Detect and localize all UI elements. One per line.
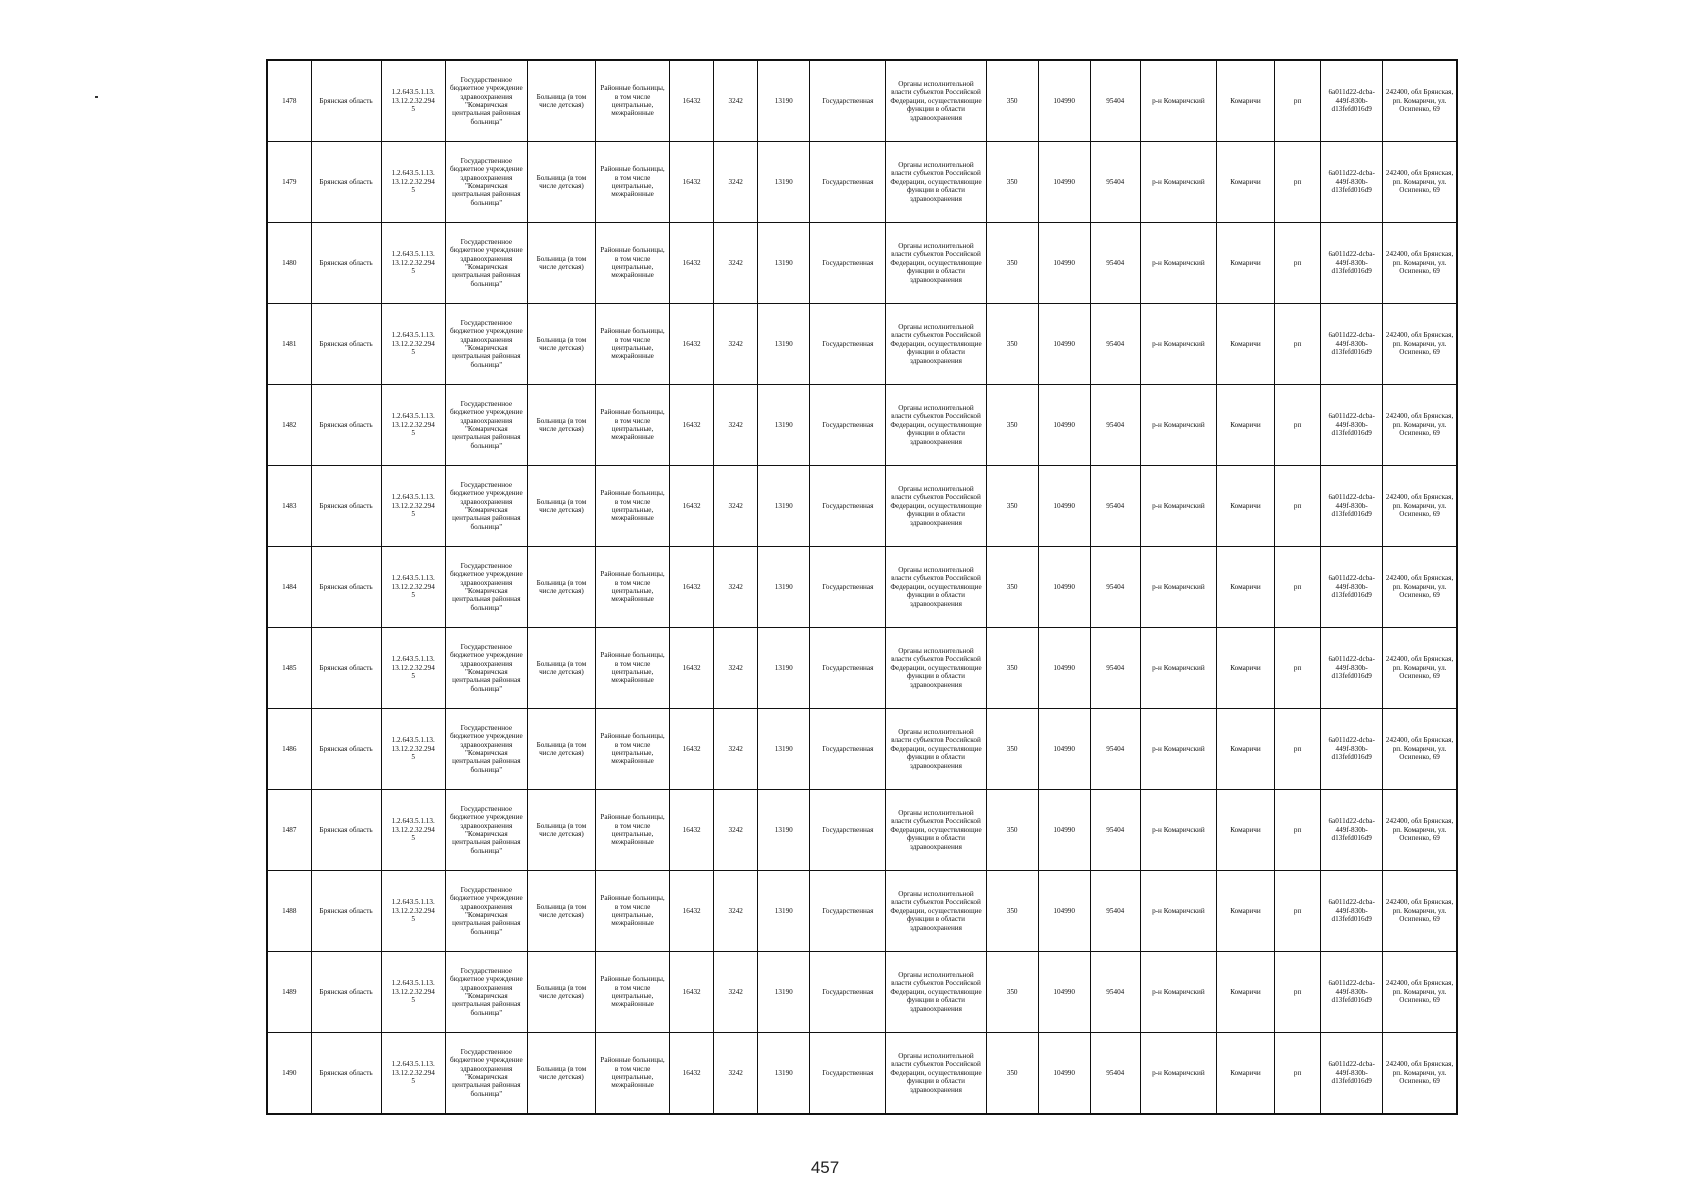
district-cell: р-н Комаричский <box>1140 871 1216 952</box>
num1-cell: 16432 <box>670 628 714 709</box>
num4-cell: 350 <box>986 1033 1038 1115</box>
settlement-type-cell: рп <box>1275 790 1321 871</box>
num5-cell: 104990 <box>1038 466 1090 547</box>
address-cell: 242400, обл Брянская, рп. Комаричи, ул. Осипенко, 69 <box>1383 952 1457 1033</box>
code-cell: 1.2.643.5.1.13. 13.12.2.32.294 5 <box>381 790 445 871</box>
address-cell: 242400, обл Брянская, рп. Комаричи, ул. Осипенко, 69 <box>1383 1033 1457 1115</box>
id-cell: 1482 <box>267 385 311 466</box>
num1-cell: 16432 <box>670 466 714 547</box>
guid-cell: 6a011d22-dcba- 449f-830b- d13fefd016d9 <box>1321 709 1383 790</box>
table-row <box>267 628 1457 709</box>
district-cell: р-н Комаричский <box>1140 628 1216 709</box>
num4-cell: 350 <box>986 304 1038 385</box>
num4-cell: 350 <box>986 871 1038 952</box>
table-row <box>267 709 1457 790</box>
table-row <box>267 385 1457 466</box>
settlement-type-cell: рп <box>1275 952 1321 1033</box>
district-cell: р-н Комаричский <box>1140 304 1216 385</box>
num3-cell: 13190 <box>758 223 810 304</box>
guid-cell: 6a011d22-dcba- 449f-830b- d13fefd016d9 <box>1321 60 1383 142</box>
code-cell: 1.2.643.5.1.13. 13.12.2.32.294 5 <box>381 952 445 1033</box>
district-cell: р-н Комаричский <box>1140 142 1216 223</box>
authority-cell: Органы исполнительной власти субъектов Российской Федерации, осуществляющие функции в области здравоохранения <box>886 628 986 709</box>
subtype-cell: Районные больницы, в том числе центральные, межрайонные <box>596 547 670 628</box>
num3-cell: 13190 <box>758 466 810 547</box>
settlement-cell: Комаричи <box>1216 871 1274 952</box>
region-cell: Брянская область <box>311 466 381 547</box>
num1-cell: 16432 <box>670 709 714 790</box>
num2-cell: 3242 <box>714 60 758 142</box>
authority-cell: Органы исполнительной власти субъектов Российской Федерации, осуществляющие функции в области здравоохранения <box>886 466 986 547</box>
institution-cell: Государственное бюджетное учреждение здравоохранения "Комаричская центральная районная больница" <box>445 952 527 1033</box>
code-cell: 1.2.643.5.1.13. 13.12.2.32.294 5 <box>381 142 445 223</box>
type-cell: Больница (в том числе детская) <box>527 142 595 223</box>
address-cell: 242400, обл Брянская, рп. Комаричи, ул. Осипенко, 69 <box>1383 385 1457 466</box>
table-row <box>267 790 1457 871</box>
authority-cell: Органы исполнительной власти субъектов Российской Федерации, осуществляющие функции в области здравоохранения <box>886 547 986 628</box>
num6-cell: 95404 <box>1090 385 1140 466</box>
subtype-cell: Районные больницы, в том числе центральные, межрайонные <box>596 142 670 223</box>
guid-cell: 6a011d22-dcba- 449f-830b- d13fefd016d9 <box>1321 628 1383 709</box>
settlement-cell: Комаричи <box>1216 628 1274 709</box>
num4-cell: 350 <box>986 709 1038 790</box>
id-cell: 1481 <box>267 304 311 385</box>
address-cell: 242400, обл Брянская, рп. Комаричи, ул. Осипенко, 69 <box>1383 547 1457 628</box>
district-cell: р-н Комаричский <box>1140 466 1216 547</box>
region-cell: Брянская область <box>311 871 381 952</box>
institution-cell: Государственное бюджетное учреждение здравоохранения "Комаричская центральная районная больница" <box>445 466 527 547</box>
num5-cell: 104990 <box>1038 790 1090 871</box>
ownership-cell: Государственная <box>810 871 886 952</box>
authority-cell: Органы исполнительной власти субъектов Российской Федерации, осуществляющие функции в области здравоохранения <box>886 1033 986 1115</box>
settlement-cell: Комаричи <box>1216 709 1274 790</box>
settlement-cell: Комаричи <box>1216 790 1274 871</box>
num4-cell: 350 <box>986 547 1038 628</box>
guid-cell: 6a011d22-dcba- 449f-830b- d13fefd016d9 <box>1321 1033 1383 1115</box>
num3-cell: 13190 <box>758 790 810 871</box>
id-cell: 1490 <box>267 1033 311 1115</box>
region-cell: Брянская область <box>311 304 381 385</box>
num3-cell: 13190 <box>758 952 810 1033</box>
ownership-cell: Государственная <box>810 223 886 304</box>
registry-table <box>266 59 1458 1115</box>
num1-cell: 16432 <box>670 385 714 466</box>
num1-cell: 16432 <box>670 871 714 952</box>
institution-cell: Государственное бюджетное учреждение здравоохранения "Комаричская центральная районная больница" <box>445 790 527 871</box>
subtype-cell: Районные больницы, в том числе центральные, межрайонные <box>596 385 670 466</box>
district-cell: р-н Комаричский <box>1140 223 1216 304</box>
num3-cell: 13190 <box>758 547 810 628</box>
institution-cell: Государственное бюджетное учреждение здравоохранения "Комаричская центральная районная больница" <box>445 547 527 628</box>
authority-cell: Органы исполнительной власти субъектов Российской Федерации, осуществляющие функции в области здравоохранения <box>886 223 986 304</box>
ownership-cell: Государственная <box>810 385 886 466</box>
region-cell: Брянская область <box>311 952 381 1033</box>
settlement-cell: Комаричи <box>1216 1033 1274 1115</box>
settlement-cell: Комаричи <box>1216 304 1274 385</box>
num4-cell: 350 <box>986 790 1038 871</box>
scan-speck <box>95 96 98 98</box>
settlement-type-cell: рп <box>1275 385 1321 466</box>
type-cell: Больница (в том числе детская) <box>527 709 595 790</box>
num6-cell: 95404 <box>1090 142 1140 223</box>
authority-cell: Органы исполнительной власти субъектов Российской Федерации, осуществляющие функции в области здравоохранения <box>886 60 986 142</box>
settlement-cell: Комаричи <box>1216 223 1274 304</box>
district-cell: р-н Комаричский <box>1140 60 1216 142</box>
guid-cell: 6a011d22-dcba- 449f-830b- d13fefd016d9 <box>1321 952 1383 1033</box>
settlement-type-cell: рп <box>1275 709 1321 790</box>
code-cell: 1.2.643.5.1.13. 13.12.2.32.294 5 <box>381 547 445 628</box>
num6-cell: 95404 <box>1090 1033 1140 1115</box>
num2-cell: 3242 <box>714 547 758 628</box>
subtype-cell: Районные больницы, в том числе центральные, межрайонные <box>596 304 670 385</box>
num3-cell: 13190 <box>758 1033 810 1115</box>
settlement-type-cell: рп <box>1275 223 1321 304</box>
type-cell: Больница (в том числе детская) <box>527 60 595 142</box>
institution-cell: Государственное бюджетное учреждение здравоохранения "Комаричская центральная районная больница" <box>445 871 527 952</box>
settlement-type-cell: рп <box>1275 304 1321 385</box>
num2-cell: 3242 <box>714 871 758 952</box>
num5-cell: 104990 <box>1038 385 1090 466</box>
num3-cell: 13190 <box>758 628 810 709</box>
code-cell: 1.2.643.5.1.13. 13.12.2.32.294 5 <box>381 304 445 385</box>
num5-cell: 104990 <box>1038 60 1090 142</box>
subtype-cell: Районные больницы, в том числе центральные, межрайонные <box>596 223 670 304</box>
institution-cell: Государственное бюджетное учреждение здравоохранения "Комаричская центральная районная больница" <box>445 142 527 223</box>
subtype-cell: Районные больницы, в том числе центральные, межрайонные <box>596 952 670 1033</box>
ownership-cell: Государственная <box>810 952 886 1033</box>
num6-cell: 95404 <box>1090 709 1140 790</box>
num4-cell: 350 <box>986 466 1038 547</box>
address-cell: 242400, обл Брянская, рп. Комаричи, ул. Осипенко, 69 <box>1383 466 1457 547</box>
num1-cell: 16432 <box>670 223 714 304</box>
settlement-type-cell: рп <box>1275 60 1321 142</box>
num3-cell: 13190 <box>758 709 810 790</box>
num2-cell: 3242 <box>714 709 758 790</box>
id-cell: 1489 <box>267 952 311 1033</box>
num4-cell: 350 <box>986 952 1038 1033</box>
ownership-cell: Государственная <box>810 790 886 871</box>
num6-cell: 95404 <box>1090 790 1140 871</box>
settlement-type-cell: рп <box>1275 142 1321 223</box>
num1-cell: 16432 <box>670 952 714 1033</box>
type-cell: Больница (в том числе детская) <box>527 223 595 304</box>
num1-cell: 16432 <box>670 790 714 871</box>
num2-cell: 3242 <box>714 304 758 385</box>
address-cell: 242400, обл Брянская, рп. Комаричи, ул. Осипенко, 69 <box>1383 871 1457 952</box>
table-row <box>267 547 1457 628</box>
id-cell: 1485 <box>267 628 311 709</box>
subtype-cell: Районные больницы, в том числе центральные, межрайонные <box>596 628 670 709</box>
table-body <box>267 60 1457 1114</box>
num6-cell: 95404 <box>1090 628 1140 709</box>
num2-cell: 3242 <box>714 223 758 304</box>
district-cell: р-н Комаричский <box>1140 952 1216 1033</box>
institution-cell: Государственное бюджетное учреждение здравоохранения "Комаричская центральная районная больница" <box>445 60 527 142</box>
id-cell: 1483 <box>267 466 311 547</box>
type-cell: Больница (в том числе детская) <box>527 385 595 466</box>
address-cell: 242400, обл Брянская, рп. Комаричи, ул. Осипенко, 69 <box>1383 142 1457 223</box>
num3-cell: 13190 <box>758 385 810 466</box>
settlement-cell: Комаричи <box>1216 547 1274 628</box>
region-cell: Брянская область <box>311 60 381 142</box>
num2-cell: 3242 <box>714 952 758 1033</box>
num5-cell: 104990 <box>1038 142 1090 223</box>
type-cell: Больница (в том числе детская) <box>527 790 595 871</box>
page-number: 457 <box>810 1158 840 1177</box>
settlement-cell: Комаричи <box>1216 385 1274 466</box>
num5-cell: 104990 <box>1038 709 1090 790</box>
code-cell: 1.2.643.5.1.13. 13.12.2.32.294 5 <box>381 709 445 790</box>
id-cell: 1480 <box>267 223 311 304</box>
num5-cell: 104990 <box>1038 223 1090 304</box>
num3-cell: 13190 <box>758 142 810 223</box>
id-cell: 1484 <box>267 547 311 628</box>
region-cell: Брянская область <box>311 385 381 466</box>
authority-cell: Органы исполнительной власти субъектов Российской Федерации, осуществляющие функции в области здравоохранения <box>886 385 986 466</box>
type-cell: Больница (в том числе детская) <box>527 952 595 1033</box>
num2-cell: 3242 <box>714 790 758 871</box>
institution-cell: Государственное бюджетное учреждение здравоохранения "Комаричская центральная районная больница" <box>445 304 527 385</box>
ownership-cell: Государственная <box>810 142 886 223</box>
table-row <box>267 466 1457 547</box>
region-cell: Брянская область <box>311 790 381 871</box>
num3-cell: 13190 <box>758 304 810 385</box>
num5-cell: 104990 <box>1038 952 1090 1033</box>
address-cell: 242400, обл Брянская, рп. Комаричи, ул. Осипенко, 69 <box>1383 790 1457 871</box>
type-cell: Больница (в том числе детская) <box>527 1033 595 1115</box>
num4-cell: 350 <box>986 385 1038 466</box>
num1-cell: 16432 <box>670 547 714 628</box>
num3-cell: 13190 <box>758 60 810 142</box>
num6-cell: 95404 <box>1090 547 1140 628</box>
table-row <box>267 871 1457 952</box>
num6-cell: 95404 <box>1090 223 1140 304</box>
district-cell: р-н Комаричский <box>1140 547 1216 628</box>
authority-cell: Органы исполнительной власти субъектов Российской Федерации, осуществляющие функции в области здравоохранения <box>886 304 986 385</box>
table-row <box>267 60 1457 142</box>
settlement-cell: Комаричи <box>1216 142 1274 223</box>
ownership-cell: Государственная <box>810 1033 886 1115</box>
num4-cell: 350 <box>986 142 1038 223</box>
guid-cell: 6a011d22-dcba- 449f-830b- d13fefd016d9 <box>1321 547 1383 628</box>
table-row <box>267 952 1457 1033</box>
code-cell: 1.2.643.5.1.13. 13.12.2.32.294 5 <box>381 628 445 709</box>
type-cell: Больница (в том числе детская) <box>527 304 595 385</box>
num1-cell: 16432 <box>670 142 714 223</box>
subtype-cell: Районные больницы, в том числе центральные, межрайонные <box>596 466 670 547</box>
guid-cell: 6a011d22-dcba- 449f-830b- d13fefd016d9 <box>1321 385 1383 466</box>
num4-cell: 350 <box>986 60 1038 142</box>
num5-cell: 104990 <box>1038 1033 1090 1115</box>
authority-cell: Органы исполнительной власти субъектов Российской Федерации, осуществляющие функции в области здравоохранения <box>886 709 986 790</box>
address-cell: 242400, обл Брянская, рп. Комаричи, ул. Осипенко, 69 <box>1383 223 1457 304</box>
settlement-cell: Комаричи <box>1216 952 1274 1033</box>
num1-cell: 16432 <box>670 304 714 385</box>
num2-cell: 3242 <box>714 628 758 709</box>
settlement-type-cell: рп <box>1275 547 1321 628</box>
settlement-type-cell: рп <box>1275 871 1321 952</box>
num3-cell: 13190 <box>758 871 810 952</box>
num6-cell: 95404 <box>1090 60 1140 142</box>
authority-cell: Органы исполнительной власти субъектов Российской Федерации, осуществляющие функции в области здравоохранения <box>886 142 986 223</box>
subtype-cell: Районные больницы, в том числе центральные, межрайонные <box>596 709 670 790</box>
address-cell: 242400, обл Брянская, рп. Комаричи, ул. Осипенко, 69 <box>1383 304 1457 385</box>
settlement-type-cell: рп <box>1275 466 1321 547</box>
type-cell: Больница (в том числе детская) <box>527 628 595 709</box>
guid-cell: 6a011d22-dcba- 449f-830b- d13fefd016d9 <box>1321 790 1383 871</box>
table-row <box>267 304 1457 385</box>
ownership-cell: Государственная <box>810 60 886 142</box>
num5-cell: 104990 <box>1038 304 1090 385</box>
id-cell: 1479 <box>267 142 311 223</box>
district-cell: р-н Комаричский <box>1140 790 1216 871</box>
ownership-cell: Государственная <box>810 466 886 547</box>
code-cell: 1.2.643.5.1.13. 13.12.2.32.294 5 <box>381 1033 445 1115</box>
settlement-cell: Комаричи <box>1216 466 1274 547</box>
guid-cell: 6a011d22-dcba- 449f-830b- d13fefd016d9 <box>1321 223 1383 304</box>
code-cell: 1.2.643.5.1.13. 13.12.2.32.294 5 <box>381 871 445 952</box>
region-cell: Брянская область <box>311 142 381 223</box>
table-row <box>267 1033 1457 1115</box>
address-cell: 242400, обл Брянская, рп. Комаричи, ул. Осипенко, 69 <box>1383 709 1457 790</box>
ownership-cell: Государственная <box>810 304 886 385</box>
num6-cell: 95404 <box>1090 466 1140 547</box>
authority-cell: Органы исполнительной власти субъектов Российской Федерации, осуществляющие функции в области здравоохранения <box>886 871 986 952</box>
institution-cell: Государственное бюджетное учреждение здравоохранения "Комаричская центральная районная больница" <box>445 628 527 709</box>
authority-cell: Органы исполнительной власти субъектов Российской Федерации, осуществляющие функции в области здравоохранения <box>886 952 986 1033</box>
code-cell: 1.2.643.5.1.13. 13.12.2.32.294 5 <box>381 223 445 304</box>
guid-cell: 6a011d22-dcba- 449f-830b- d13fefd016d9 <box>1321 871 1383 952</box>
institution-cell: Государственное бюджетное учреждение здравоохранения "Комаричская центральная районная больница" <box>445 1033 527 1115</box>
table-row <box>267 142 1457 223</box>
institution-cell: Государственное бюджетное учреждение здравоохранения "Комаричская центральная районная больница" <box>445 709 527 790</box>
num6-cell: 95404 <box>1090 952 1140 1033</box>
type-cell: Больница (в том числе детская) <box>527 547 595 628</box>
district-cell: р-н Комаричский <box>1140 1033 1216 1115</box>
address-cell: 242400, обл Брянская, рп. Комаричи, ул. Осипенко, 69 <box>1383 628 1457 709</box>
district-cell: р-н Комаричский <box>1140 709 1216 790</box>
region-cell: Брянская область <box>311 547 381 628</box>
ownership-cell: Государственная <box>810 547 886 628</box>
num5-cell: 104990 <box>1038 628 1090 709</box>
region-cell: Брянская область <box>311 628 381 709</box>
settlement-type-cell: рп <box>1275 628 1321 709</box>
guid-cell: 6a011d22-dcba- 449f-830b- d13fefd016d9 <box>1321 142 1383 223</box>
guid-cell: 6a011d22-dcba- 449f-830b- d13fefd016d9 <box>1321 466 1383 547</box>
subtype-cell: Районные больницы, в том числе центральные, межрайонные <box>596 871 670 952</box>
region-cell: Брянская область <box>311 1033 381 1115</box>
id-cell: 1478 <box>267 60 311 142</box>
subtype-cell: Районные больницы, в том числе центральные, межрайонные <box>596 60 670 142</box>
id-cell: 1486 <box>267 709 311 790</box>
address-cell: 242400, обл Брянская, рп. Комаричи, ул. Осипенко, 69 <box>1383 60 1457 142</box>
settlement-type-cell: рп <box>1275 1033 1321 1115</box>
institution-cell: Государственное бюджетное учреждение здравоохранения "Комаричская центральная районная больница" <box>445 223 527 304</box>
num4-cell: 350 <box>986 223 1038 304</box>
settlement-cell: Комаричи <box>1216 60 1274 142</box>
num6-cell: 95404 <box>1090 871 1140 952</box>
region-cell: Брянская область <box>311 223 381 304</box>
ownership-cell: Государственная <box>810 709 886 790</box>
num4-cell: 350 <box>986 628 1038 709</box>
id-cell: 1487 <box>267 790 311 871</box>
num2-cell: 3242 <box>714 466 758 547</box>
num2-cell: 3242 <box>714 1033 758 1115</box>
code-cell: 1.2.643.5.1.13. 13.12.2.32.294 5 <box>381 60 445 142</box>
type-cell: Больница (в том числе детская) <box>527 466 595 547</box>
num1-cell: 16432 <box>670 60 714 142</box>
guid-cell: 6a011d22-dcba- 449f-830b- d13fefd016d9 <box>1321 304 1383 385</box>
num5-cell: 104990 <box>1038 871 1090 952</box>
num5-cell: 104990 <box>1038 547 1090 628</box>
num1-cell: 16432 <box>670 1033 714 1115</box>
num2-cell: 3242 <box>714 385 758 466</box>
subtype-cell: Районные больницы, в том числе центральные, межрайонные <box>596 1033 670 1115</box>
ownership-cell: Государственная <box>810 628 886 709</box>
num2-cell: 3242 <box>714 142 758 223</box>
type-cell: Больница (в том числе детская) <box>527 871 595 952</box>
table-row <box>267 223 1457 304</box>
code-cell: 1.2.643.5.1.13. 13.12.2.32.294 5 <box>381 466 445 547</box>
institution-cell: Государственное бюджетное учреждение здравоохранения "Комаричская центральная районная больница" <box>445 385 527 466</box>
id-cell: 1488 <box>267 871 311 952</box>
num6-cell: 95404 <box>1090 304 1140 385</box>
code-cell: 1.2.643.5.1.13. 13.12.2.32.294 5 <box>381 385 445 466</box>
subtype-cell: Районные больницы, в том числе центральные, межрайонные <box>596 790 670 871</box>
district-cell: р-н Комаричский <box>1140 385 1216 466</box>
authority-cell: Органы исполнительной власти субъектов Российской Федерации, осуществляющие функции в области здравоохранения <box>886 790 986 871</box>
region-cell: Брянская область <box>311 709 381 790</box>
